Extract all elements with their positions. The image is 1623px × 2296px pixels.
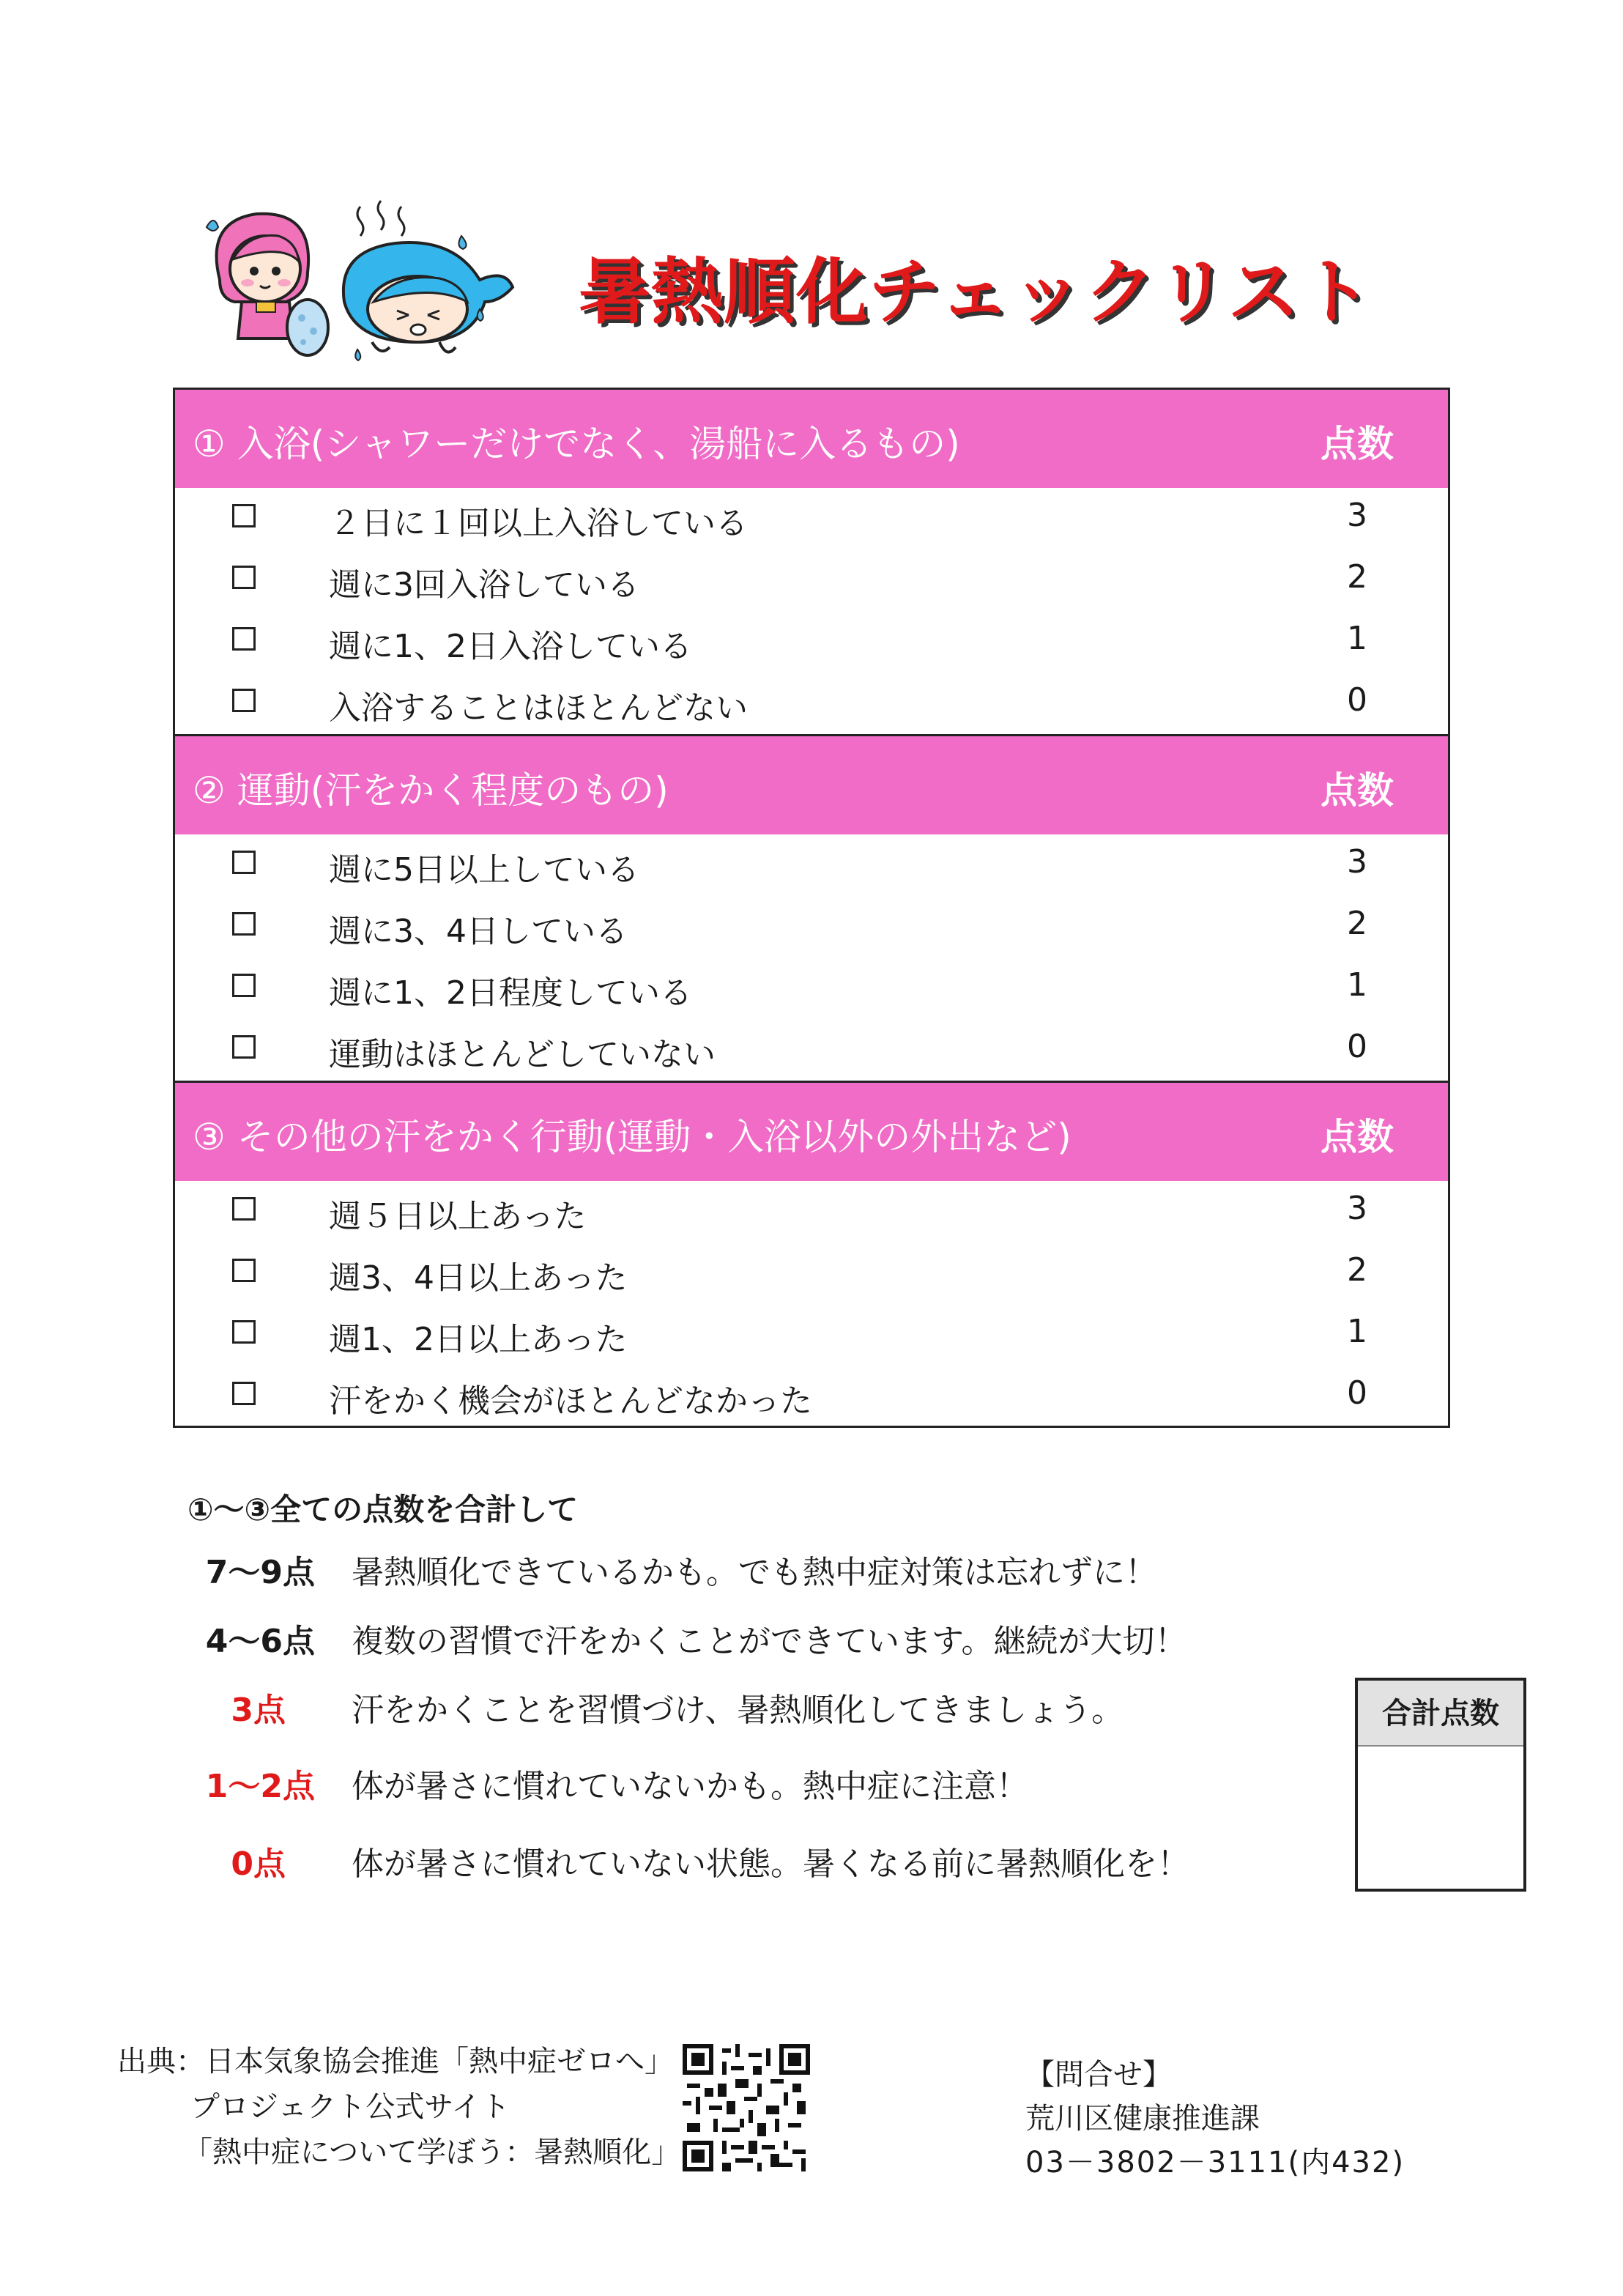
- checklist-row: [175, 1366, 1448, 1427]
- item-label: 週に5日以上している: [329, 851, 639, 889]
- score-row: [0, 1546, 1245, 1597]
- checklist-row: [175, 673, 1448, 734]
- score-message: 暑熱順化できているかも。でも熱中症対策は忘れずに！: [352, 1554, 1157, 1591]
- score-range: 1～2点: [205, 1768, 315, 1805]
- item-label: 週に1、2日程度している: [329, 974, 692, 1012]
- score-message: 体が暑さに慣れていないかも。熱中症に注意！: [352, 1768, 1028, 1805]
- section-title: ② 運動(汗をかく程度のもの): [193, 769, 669, 812]
- contact-heading: 【問合せ】: [1025, 2058, 1172, 2092]
- item-label: 週５日以上あった: [329, 1198, 587, 1235]
- checklist-row: [175, 834, 1448, 896]
- item-label: 週に1、2日入浴している: [329, 628, 692, 665]
- scoring-heading: ①～③全ての点数を合計して: [187, 1492, 579, 1527]
- item-points: 0: [1347, 1028, 1367, 1065]
- score-range: 7～9点: [205, 1554, 315, 1591]
- checklist-row: [175, 1181, 1448, 1243]
- checkbox[interactable]: [232, 912, 256, 936]
- item-points: 3: [1347, 497, 1367, 534]
- checklist-row: [175, 896, 1448, 958]
- score-row: [0, 1684, 1245, 1735]
- item-label: ２日に１回以上入浴している: [329, 505, 748, 542]
- score-range: 3点: [231, 1692, 286, 1729]
- page-title: 暑熱順化チェックリスト: [579, 251, 1373, 334]
- pink-mascot: [207, 214, 328, 355]
- points-column-label: 点数: [1321, 769, 1394, 812]
- contact-department: 荒川区健康推進課: [1025, 2102, 1260, 2136]
- checkbox[interactable]: [232, 1197, 256, 1221]
- checkbox[interactable]: [232, 1035, 256, 1059]
- checkbox[interactable]: [232, 566, 256, 589]
- qr-code-icon[interactable]: [683, 2044, 810, 2171]
- checklist-row: [175, 958, 1448, 1019]
- score-range: 4～6点: [205, 1623, 315, 1660]
- checkbox[interactable]: [232, 1320, 256, 1344]
- item-points: 0: [1347, 681, 1367, 719]
- heat-wave-icon: [357, 201, 404, 236]
- checkbox[interactable]: [232, 627, 256, 651]
- blue-mascot: [343, 236, 513, 360]
- checklist-row: [175, 488, 1448, 549]
- section-header-bathing: [175, 390, 1448, 488]
- item-label: 週に3、4日している: [329, 913, 628, 950]
- item-points: 0: [1347, 1374, 1367, 1412]
- checkbox[interactable]: [232, 974, 256, 997]
- score-message: 体が暑さに慣れていない状態。暑くなる前に暑熱順化を！: [352, 1845, 1189, 1883]
- item-points: 1: [1347, 966, 1367, 1004]
- score-row: [0, 1615, 1245, 1666]
- checkbox[interactable]: [232, 1382, 256, 1405]
- source-line-1: 出典：日本気象協会推進「熱中症ゼロへ」: [117, 2045, 674, 2078]
- section-title: ① 入浴(シャワーだけでなく、湯船に入るもの): [193, 423, 960, 465]
- checklist-row: [175, 1243, 1448, 1304]
- total-score-label: 合計点数: [1358, 1681, 1523, 1747]
- item-points: 3: [1347, 1190, 1367, 1227]
- contact-phone[interactable]: 03－3802－3111(内432): [1025, 2146, 1405, 2180]
- checkbox[interactable]: [232, 504, 256, 527]
- item-points: 2: [1347, 558, 1367, 596]
- checklist-table: [173, 388, 1450, 1428]
- item-label: 週3、4日以上あった: [329, 1259, 628, 1297]
- section-header-other-activity: [175, 1083, 1448, 1181]
- checkbox[interactable]: [232, 851, 256, 874]
- total-score-box[interactable]: [1355, 1678, 1526, 1892]
- score-message: 汗をかくことを習慣づけ、暑熱順化してきましょう。: [352, 1692, 1124, 1729]
- item-points: 1: [1347, 1313, 1367, 1350]
- score-message: 複数の習慣で汗をかくことができています。継続が大切！: [352, 1623, 1187, 1660]
- checkbox[interactable]: [232, 689, 256, 712]
- points-column-label: 点数: [1321, 1116, 1394, 1158]
- score-row: [0, 1760, 1245, 1811]
- item-points: 3: [1347, 843, 1367, 881]
- score-row: [0, 1837, 1245, 1889]
- item-points: 2: [1347, 1251, 1367, 1289]
- source-line-3: 「熱中症について学ぼう：暑熱順化」: [183, 2136, 681, 2169]
- checkbox[interactable]: [232, 1259, 256, 1282]
- section-header-exercise: [175, 736, 1448, 834]
- section-title: ③ その他の汗をかく行動(運動・入浴以外の外出など): [193, 1116, 1072, 1158]
- source-line-2: プロジェクト公式サイト: [190, 2090, 510, 2124]
- item-points: 1: [1347, 620, 1367, 657]
- item-label: 運動はほとんどしていない: [329, 1036, 716, 1073]
- checklist-row: [175, 549, 1448, 611]
- item-label: 汗をかく機会がほとんどなかった: [329, 1382, 812, 1420]
- checklist-row: [175, 1304, 1448, 1366]
- checklist-row: [175, 1019, 1448, 1081]
- item-points: 2: [1347, 905, 1367, 942]
- checklist-row: [175, 611, 1448, 673]
- mascot-illustration: [198, 192, 527, 368]
- item-label: 週1、2日以上あった: [329, 1321, 628, 1358]
- item-label: 週に3回入浴している: [329, 566, 639, 604]
- points-column-label: 点数: [1321, 423, 1394, 465]
- item-label: 入浴することはほとんどない: [329, 689, 748, 727]
- score-range: 0点: [231, 1845, 286, 1883]
